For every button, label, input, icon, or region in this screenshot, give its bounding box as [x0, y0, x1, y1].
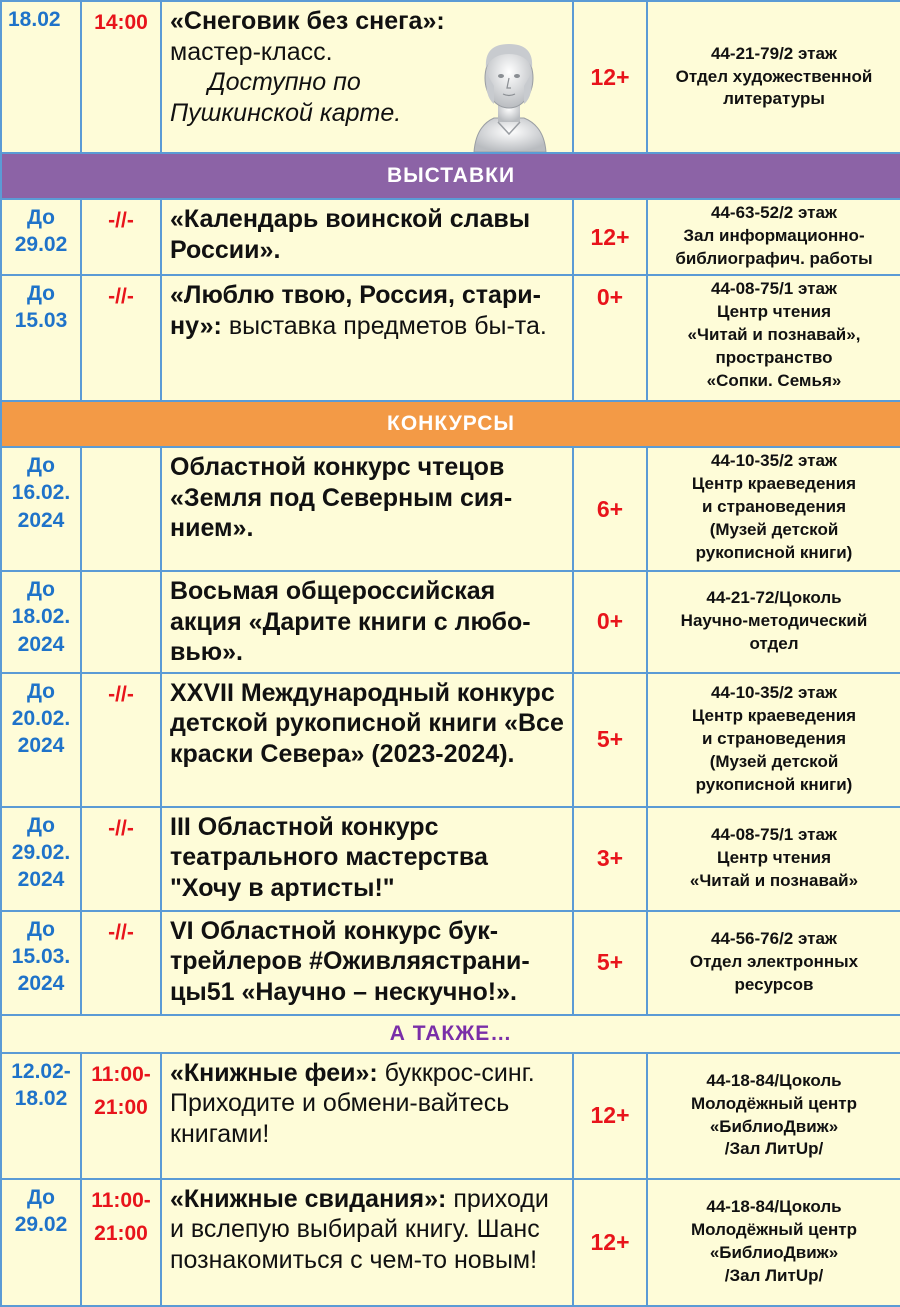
- age-rating: 3+: [573, 807, 647, 911]
- event-description: [161, 911, 573, 1015]
- event-place: 44-21-72/Цоколь Научно-методический отдел: [647, 571, 900, 673]
- event-title: «Книжные феи»:: [170, 1058, 378, 1087]
- event-date: 18.02: [1, 1, 81, 153]
- age-rating: 5+: [573, 673, 647, 807]
- table-row: [1, 911, 900, 1015]
- age-rating: 12+: [573, 199, 647, 275]
- event-desc: мастер-класс.: [170, 37, 333, 66]
- age-rating: 12+: [573, 1, 647, 153]
- table-row: [1, 447, 900, 571]
- event-date: До 29.02: [1, 1179, 81, 1306]
- event-date: 12.02- 18.02: [1, 1053, 81, 1179]
- event-time: 11:00- 21:00: [81, 1053, 161, 1179]
- event-place: 44-10-35/2 этаж Центр краеведения и страноведения (Музей детской рукописной книги): [647, 673, 900, 807]
- age-rating: 12+: [573, 1053, 647, 1179]
- event-date: До 29.02: [1, 199, 81, 275]
- pushkin-bust-image: [454, 30, 564, 152]
- event-title: «Книжные свидания»:: [170, 1184, 447, 1213]
- table-row: [1, 1053, 900, 1179]
- event-title: III Областной конкурс театрального мастерства "Хочу в артисты!": [170, 812, 488, 902]
- event-desc: выставка предметов бы-та.: [228, 311, 547, 340]
- event-title: «Календарь воинской славы России».: [170, 205, 531, 264]
- event-time: [81, 571, 161, 673]
- event-title: «Снеговик без снега»:: [170, 7, 445, 35]
- event-description: [161, 1179, 573, 1306]
- event-time: [81, 447, 161, 571]
- event-place: 44-63-52/2 этаж Зал информационно- библиографич. работы: [647, 199, 900, 275]
- table-row: [1, 199, 900, 275]
- event-place: 44-21-79/2 этаж Отдел художественной литературы: [647, 1, 900, 153]
- event-description: [161, 571, 573, 673]
- event-place: 44-08-75/1 этаж Центр чтения «Читай и познавай», пространство «Сопки. Семья»: [647, 275, 900, 401]
- event-note: Пушкинской карте.: [170, 98, 402, 127]
- event-note: Доступно по: [208, 68, 361, 96]
- event-description: [161, 447, 573, 571]
- event-desc: буккрос-синг. Приходите и обмени-вайтесь книгами!: [170, 1058, 535, 1148]
- section-header-exhibitions: ВЫСТАВКИ: [1, 153, 900, 199]
- event-time: 11:00- 21:00: [81, 1179, 161, 1306]
- event-place: 44-10-35/2 этаж Центр краеведения и страноведения (Музей детской рукописной книги): [647, 447, 900, 571]
- event-title: XXVII Международный конкурс детской рукописной книги «Все краски Севера» (2023-2024).: [170, 678, 564, 768]
- section-header-contests: КОНКУРСЫ: [1, 401, 900, 447]
- event-description: [161, 275, 573, 401]
- event-place: 44-18-84/Цоколь Молодёжный центр «БиблиоДвиж» /Зал ЛитUp/: [647, 1179, 900, 1306]
- event-description: [161, 673, 573, 807]
- event-desc: приходи и вслепую выбирай книгу. Шанс познакомиться с чем-то новым!: [170, 1184, 549, 1274]
- age-rating: 6+: [573, 447, 647, 571]
- event-description: [161, 1053, 573, 1179]
- event-date: До 15.03. 2024: [1, 911, 81, 1015]
- age-rating: 12+: [573, 1179, 647, 1306]
- event-time: 14:00: [81, 1, 161, 153]
- table-row: [1, 807, 900, 911]
- event-description: [161, 199, 573, 275]
- event-date: До 20.02. 2024: [1, 673, 81, 807]
- table-row: [1, 275, 900, 401]
- event-title: VI Областной конкурс бук-трейлеров #Оживляястрани-цы51 «Научно – нескучно!».: [170, 916, 530, 1006]
- event-date: До 29.02. 2024: [1, 807, 81, 911]
- age-rating: 5+: [573, 911, 647, 1015]
- event-time: -//-: [81, 275, 161, 401]
- event-date: До 15.03: [1, 275, 81, 401]
- table-row: [1, 673, 900, 807]
- event-description: [161, 1, 573, 153]
- age-rating: 0+: [573, 571, 647, 673]
- event-description: [161, 807, 573, 911]
- section-header-also: А ТАКЖЕ…: [1, 1015, 900, 1053]
- table-row: [1, 1179, 900, 1306]
- event-place: 44-18-84/Цоколь Молодёжный центр «БиблиоДвиж» /Зал ЛитUp/: [647, 1053, 900, 1179]
- table-row: [1, 571, 900, 673]
- event-time: -//-: [81, 199, 161, 275]
- event-date: До 16.02. 2024: [1, 447, 81, 571]
- event-title: Восьмая общероссийская акция «Дарите книги с любо-вью».: [170, 577, 531, 666]
- event-place: 44-08-75/1 этаж Центр чтения «Читай и познавай»: [647, 807, 900, 911]
- event-time: -//-: [81, 673, 161, 807]
- event-title: Областной конкурс чтецов «Земля под Северным сия-нием».: [170, 453, 513, 542]
- event-title: «Люблю твою, Россия, стари-ну»:: [170, 281, 541, 340]
- event-time: -//-: [81, 807, 161, 911]
- event-place: 44-56-76/2 этаж Отдел электронных ресурсов: [647, 911, 900, 1015]
- event-time: -//-: [81, 911, 161, 1015]
- age-rating: 0+: [573, 275, 647, 401]
- event-date: До 18.02. 2024: [1, 571, 81, 673]
- table-row: [1, 1, 900, 153]
